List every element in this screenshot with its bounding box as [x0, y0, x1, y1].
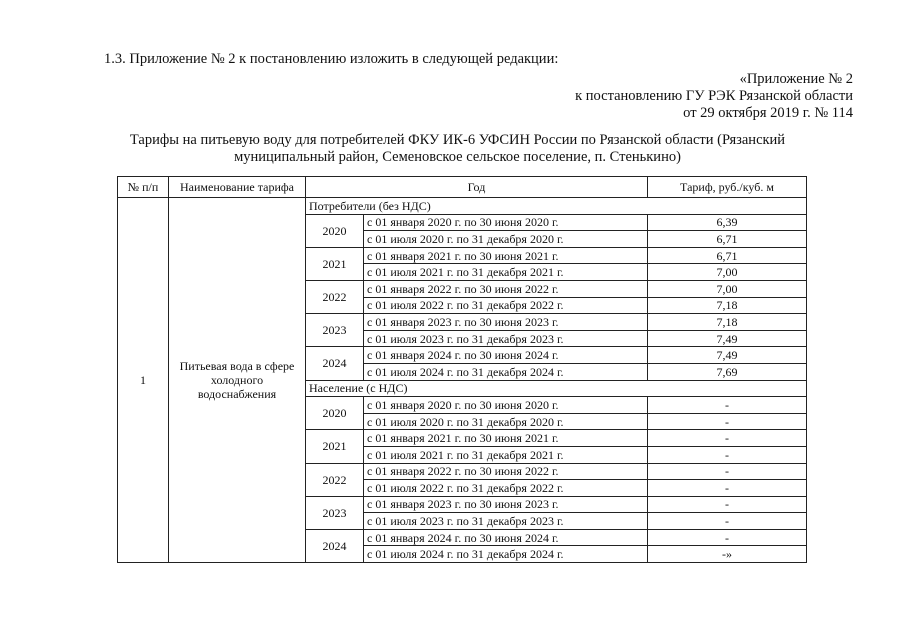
period-cell: с 01 января 2020 г. по 30 июня 2020 г.: [364, 214, 648, 231]
tariff-value: 7,00: [648, 280, 807, 297]
period-cell: с 01 июля 2024 г. по 31 декабря 2024 г.: [364, 363, 648, 380]
year-cell: 2021: [306, 247, 364, 280]
group-label: Потребители (без НДС): [306, 198, 807, 215]
period-cell: с 01 января 2024 г. по 30 июня 2024 г.: [364, 347, 648, 364]
year-cell: 2024: [306, 347, 364, 380]
intro-paragraph: 1.3. Приложение № 2 к постановлению изложить в следующей редакции:: [104, 51, 559, 67]
tariff-value: 7,49: [648, 330, 807, 347]
tariff-name: Питьевая вода в сфере холодного водоснабжения: [169, 198, 306, 563]
title-line-1: Тарифы на питьевую воду для потребителей ФКУ ИК-6 УФСИН России по Рязанской области (Рязанский: [129, 132, 786, 148]
year-cell: 2020: [306, 214, 364, 247]
header-name: Наименование тарифа: [169, 177, 306, 198]
appendix-header: [575, 71, 853, 122]
appendix-line-2: к постановлению ГУ РЭК Рязанской области: [575, 88, 853, 104]
header-tariff: Тариф, руб./куб. м: [648, 177, 807, 198]
table-body: [118, 198, 807, 563]
tariff-value: 6,71: [648, 247, 807, 264]
tariff-value: 7,00: [648, 264, 807, 281]
period-cell: с 01 июля 2024 г. по 31 декабря 2024 г.: [364, 546, 648, 563]
table-header-row: [118, 177, 807, 198]
tariff-value: -: [648, 430, 807, 447]
document-title: [100, 132, 815, 166]
tariff-value: 7,18: [648, 297, 807, 314]
period-cell: с 01 января 2021 г. по 30 июня 2021 г.: [364, 430, 648, 447]
group-label: Население (с НДС): [306, 380, 807, 397]
title-line-2: муниципальный район, Семеновское сельское поселение, п. Стенькино): [234, 149, 681, 165]
period-cell: с 01 июля 2021 г. по 31 декабря 2021 г.: [364, 446, 648, 463]
period-cell: с 01 июля 2023 г. по 31 декабря 2023 г.: [364, 513, 648, 530]
group-row: [118, 198, 807, 215]
year-cell: 2024: [306, 529, 364, 562]
year-cell: 2021: [306, 430, 364, 463]
period-cell: с 01 июля 2023 г. по 31 декабря 2023 г.: [364, 330, 648, 347]
tariff-value: -: [648, 413, 807, 430]
period-cell: с 01 июля 2022 г. по 31 декабря 2022 г.: [364, 480, 648, 497]
year-cell: 2022: [306, 463, 364, 496]
period-cell: с 01 июля 2020 г. по 31 декабря 2020 г.: [364, 231, 648, 248]
period-cell: с 01 января 2021 г. по 30 июня 2021 г.: [364, 247, 648, 264]
tariff-value: 7,18: [648, 314, 807, 331]
tariff-value: -: [648, 480, 807, 497]
period-cell: с 01 января 2024 г. по 30 июня 2024 г.: [364, 529, 648, 546]
tariff-value: -: [648, 496, 807, 513]
tariff-value: -: [648, 529, 807, 546]
tariff-value: -: [648, 397, 807, 414]
period-cell: с 01 января 2022 г. по 30 июня 2022 г.: [364, 463, 648, 480]
period-cell: с 01 января 2022 г. по 30 июня 2022 г.: [364, 280, 648, 297]
period-cell: с 01 января 2023 г. по 30 июня 2023 г.: [364, 496, 648, 513]
year-cell: 2023: [306, 314, 364, 347]
tariff-value: 7,69: [648, 363, 807, 380]
header-year: Год: [306, 177, 648, 198]
appendix-line-1: «Приложение № 2: [739, 71, 853, 87]
period-cell: с 01 июля 2020 г. по 31 декабря 2020 г.: [364, 413, 648, 430]
period-cell: с 01 июля 2021 г. по 31 декабря 2021 г.: [364, 264, 648, 281]
tariff-value: -: [648, 463, 807, 480]
period-cell: с 01 июля 2022 г. по 31 декабря 2022 г.: [364, 297, 648, 314]
header-num: № п/п: [118, 177, 169, 198]
year-cell: 2022: [306, 280, 364, 313]
tariff-table: [117, 176, 807, 563]
year-cell: 2023: [306, 496, 364, 529]
appendix-line-3: от 29 октября 2019 г. № 114: [683, 105, 853, 121]
tariff-value: -»: [648, 546, 807, 563]
tariff-value: 6,39: [648, 214, 807, 231]
period-cell: с 01 января 2020 г. по 30 июня 2020 г.: [364, 397, 648, 414]
tariff-value: 7,49: [648, 347, 807, 364]
tariff-value: -: [648, 446, 807, 463]
tariff-value: 6,71: [648, 231, 807, 248]
period-cell: с 01 января 2023 г. по 30 июня 2023 г.: [364, 314, 648, 331]
year-cell: 2020: [306, 397, 364, 430]
tariff-value: -: [648, 513, 807, 530]
row-number: 1: [118, 198, 169, 563]
